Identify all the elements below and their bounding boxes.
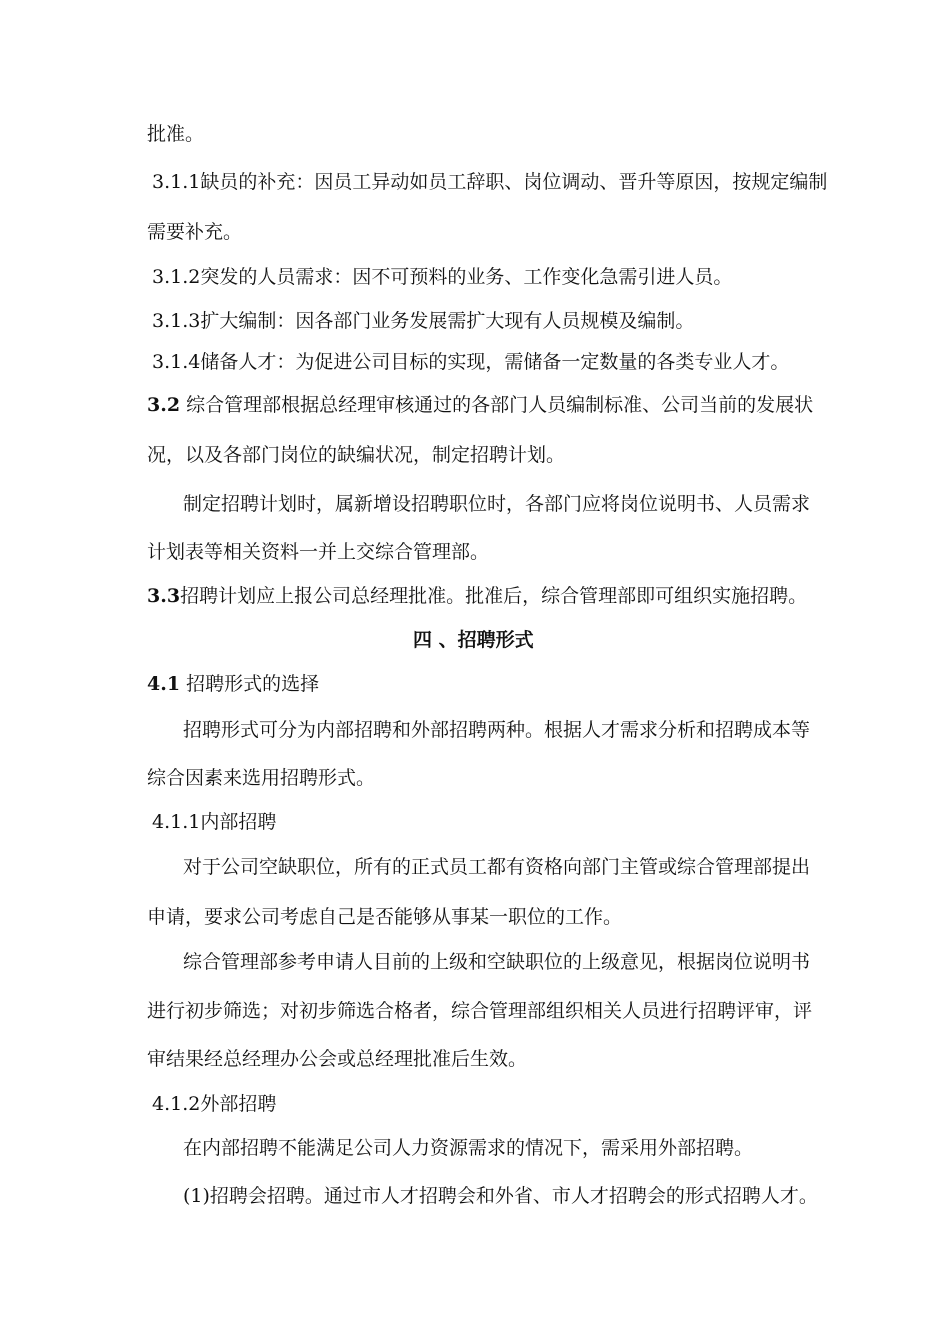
clause-text: 综合管理部根据总经理审核通过的各部门人员编制标准、公司当前的发展状: [186, 394, 814, 416]
clause-3-3: [147, 584, 807, 608]
paragraph-line: 综合因素来选用招聘形式。: [147, 767, 376, 789]
paragraph-line: 计划表等相关资料一并上交综合管理部。: [147, 541, 490, 563]
clause-number: 3.1.4: [152, 351, 201, 373]
clause-number: 4.1.1: [152, 811, 201, 833]
clause-text: 外部招聘: [200, 1093, 277, 1115]
clause-number: 3.3: [147, 585, 181, 607]
clause-number: 4.1.2: [152, 1093, 201, 1115]
paragraph-line: 招聘形式可分为内部招聘和外部招聘两种。根据人才需求分析和招聘成本等: [183, 719, 811, 741]
clause-3-1-4: [152, 350, 789, 374]
clause-text: 突发的人员需求：因不可预料的业务、工作变化急需引进人员。: [200, 266, 733, 288]
paragraph-line: 需要补充。: [147, 221, 243, 243]
clause-text: 内部招聘: [200, 811, 277, 833]
clause-3-1-1: [152, 170, 827, 194]
clause-text: 储备人才：为促进公司目标的实现，需储备一定数量的各类专业人才。: [200, 351, 790, 373]
clause-4-1-2: [152, 1092, 276, 1116]
clause-number: 3.2: [147, 394, 181, 416]
clause-3-1-2: [152, 265, 732, 289]
paragraph-line: 综合管理部参考申请人目前的上级和空缺职位的上级意见，根据岗位说明书: [183, 951, 811, 973]
clause-text: 扩大编制：因各部门业务发展需扩大现有人员规模及编制。: [200, 310, 695, 332]
clause-4-1: [147, 672, 319, 696]
paragraph-line: 进行初步筛选；对初步筛选合格者，综合管理部组织相关人员进行招聘评审，评: [147, 1000, 813, 1022]
clause-3-1-3: [152, 309, 694, 333]
clause-number: 3.1.1: [152, 171, 201, 193]
clause-text: 缺员的补充：因员工异动如员工辞职、岗位调动、晋升等原因，按规定编制: [200, 171, 828, 193]
clause-3-2: [147, 393, 813, 417]
clause-text: 招聘计划应上报公司总经理批准。批准后，综合管理部即可组织实施招聘。: [180, 585, 808, 607]
clause-number: 3.1.3: [152, 310, 201, 332]
clause-number: 4.1: [147, 673, 181, 695]
paragraph-line: 制定招聘计划时，属新增设招聘职位时，各部门应将岗位说明书、人员需求: [183, 493, 811, 515]
paragraph-line: (1)招聘会招聘。通过市人才招聘会和外省、市人才招聘会的形式招聘人才。: [183, 1185, 818, 1207]
section-heading: 四 、招聘形式: [413, 629, 534, 651]
paragraph-line: 批准。: [147, 123, 205, 145]
paragraph-line: 况，以及各部门岗位的缺编状况，制定招聘计划。: [147, 444, 566, 466]
clause-number: 3.1.2: [152, 266, 201, 288]
paragraph-line: 审结果经总经理办公会或总经理批准后生效。: [147, 1048, 528, 1070]
clause-4-1-1: [152, 810, 276, 834]
paragraph-line: 对于公司空缺职位，所有的正式员工都有资格向部门主管或综合管理部提出: [183, 856, 811, 878]
paragraph-line: 申请，要求公司考虑自己是否能够从事某一职位的工作。: [147, 906, 623, 928]
paragraph-line: 在内部招聘不能满足公司人力资源需求的情况下，需采用外部招聘。: [183, 1137, 754, 1159]
clause-text: 招聘形式的选择: [186, 673, 320, 695]
